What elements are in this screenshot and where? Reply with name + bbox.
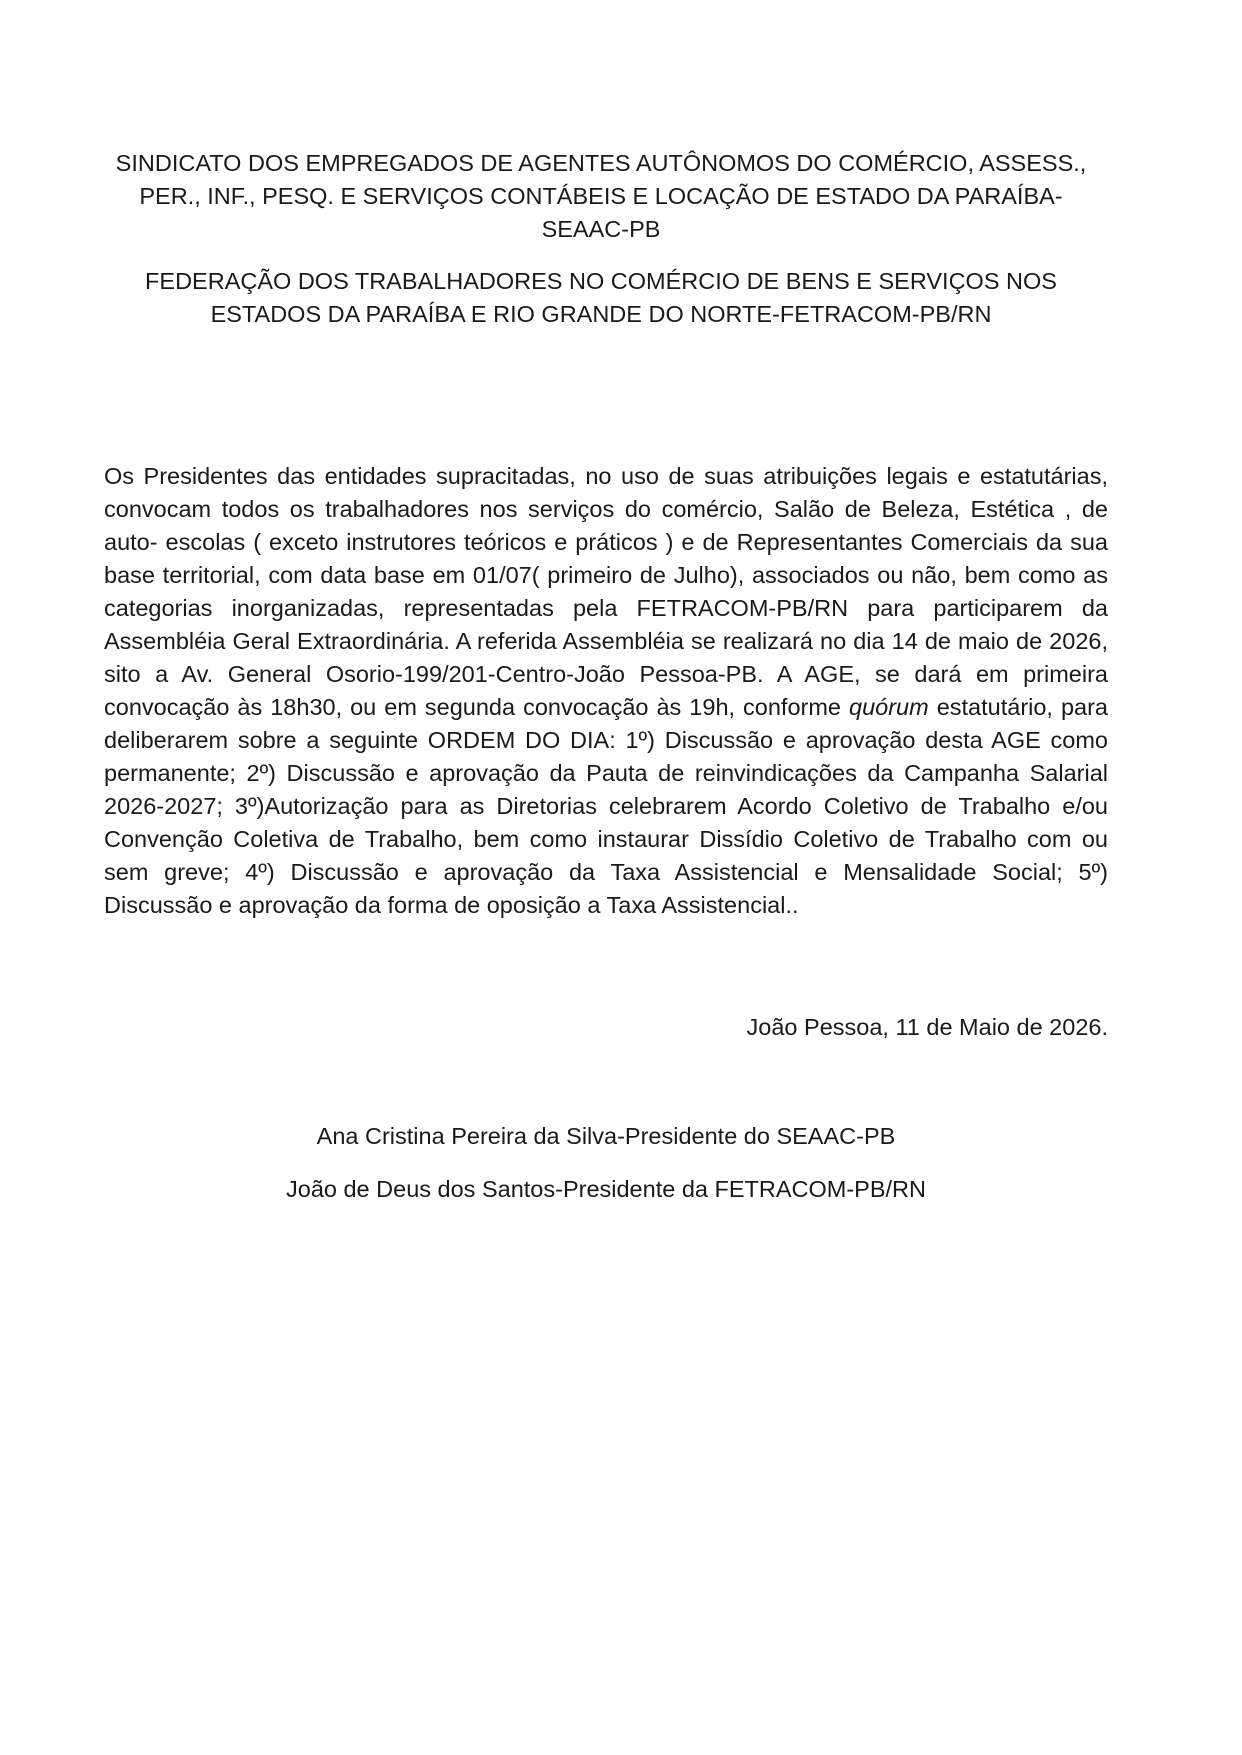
quorum-term: quórum (849, 694, 929, 720)
federation-header: FEDERAÇÃO DOS TRABALHADORES NO COMÉRCIO DE BENS E SERVIÇOS NOS ESTADOS DA PARAÍBA E RIO GRANDE DO NORTE-FETRACOM-PB/RN (145, 268, 1057, 327)
convocation-text-part-1: Os Presidentes das entidades supracitadas, no uso de suas atribuições legais e estatutárias, convocam todos os trabalhadores nos serviços do comércio, Salão de Beleza, Estética , de auto- escolas ( exceto instrutores teóricos e práticos ) e de Representantes Comerciais da sua base territorial, com data base em 01/07( primeiro de Julho), associados ou não, bem como as categorias inorganizadas, representadas pela FETRACOM-PB/RN para participarem da Assembléia Geral Extraordinária. A referida Assembléia se realizará no dia 14 de maio de 2026, sito a Av. General Osorio-199/201-Centro-João Pessoa-PB. A AGE, se dará em primeira convocação às 18h30, ou em segunda convocação às 19h, conforme (104, 463, 1108, 720)
convocation-text-part-2: estatutário, para deliberarem sobre a seguinte ORDEM DO DIA: 1º) Discussão e aprovação desta AGE como permanente; 2º) Discussão e aprovação da Pauta de reinvindicações da Campanha Salarial 2026-2027; 3º)Autorização para as Diretorias celebrarem Acordo Coletivo de Trabalho e/ou Convenção Coletiva de Trabalho, bem como instaurar Dissídio Coletivo de Trabalho com ou sem greve; 4º) Discussão e aprovação da Taxa Assistencial e Mensalidade Social; 5º) Discussão e aprovação da forma de oposição a Taxa Assistencial.. (104, 694, 1108, 918)
place-date-line: João Pessoa, 11 de Maio de 2026. (746, 1014, 1108, 1040)
signature-fetracom-president: João de Deus dos Santos-Presidente da FETRACOM-PB/RN (286, 1176, 926, 1202)
signature-seaac-president: Ana Cristina Pereira da Silva-Presidente do SEAAC-PB (316, 1123, 896, 1149)
union-header: SINDICATO DOS EMPREGADOS DE AGENTES AUTÔNOMOS DO COMÉRCIO, ASSESS., PER., INF., PESQ. E SERVIÇOS CONTÁBEIS E LOCAÇÃO DE ESTADO DA PARAÍBA-SEAAC-PB (115, 150, 1087, 242)
convocation-body (104, 460, 1108, 922)
